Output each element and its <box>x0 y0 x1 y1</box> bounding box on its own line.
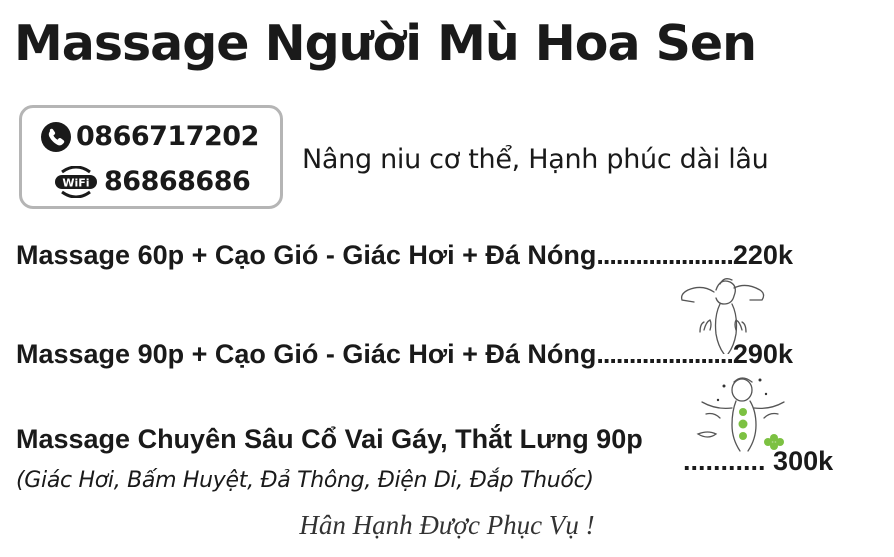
closing-message: Hân Hạnh Được Phục Vụ ! <box>299 510 595 540</box>
service-name: Massage Chuyên Sâu Cổ Vai Gáy, Thắt Lưng 90p <box>16 424 643 454</box>
service-dots: ..................... <box>596 240 733 270</box>
service-price-row <box>683 444 883 478</box>
phone-icon <box>40 121 72 153</box>
service-name: Massage 60p + Cạo Gió - Giác Hơi + Đá Nóng <box>16 240 597 270</box>
wifi-icon-label: WiFi <box>62 176 90 190</box>
phone-row[interactable] <box>40 120 259 154</box>
service-price: 290k <box>732 339 793 369</box>
service-dots: ........... <box>683 446 766 476</box>
service-item <box>16 238 876 272</box>
service-price: 220k <box>732 240 793 270</box>
service-name: Massage 90p + Cạo Gió - Giác Hơi + Đá Nóng <box>16 339 597 369</box>
page-title: Massage Người Mù Hoa Sen <box>14 15 756 72</box>
wifi-password: 86868686 <box>104 166 251 197</box>
service-details: (Giác Hơi, Bấm Huyệt, Đả Thông, Điện Di, Đắp Thuốc) <box>16 468 594 493</box>
slogan: Nâng niu cơ thể, Hạnh phúc dài lâu <box>302 144 769 175</box>
service-price: 300k <box>773 446 834 476</box>
phone-number: 0866717202 <box>76 121 259 152</box>
wifi-icon <box>52 166 100 198</box>
contact-box <box>19 105 283 209</box>
service-item <box>16 337 876 371</box>
service-dots: ..................... <box>596 339 733 369</box>
wifi-row <box>52 165 250 199</box>
